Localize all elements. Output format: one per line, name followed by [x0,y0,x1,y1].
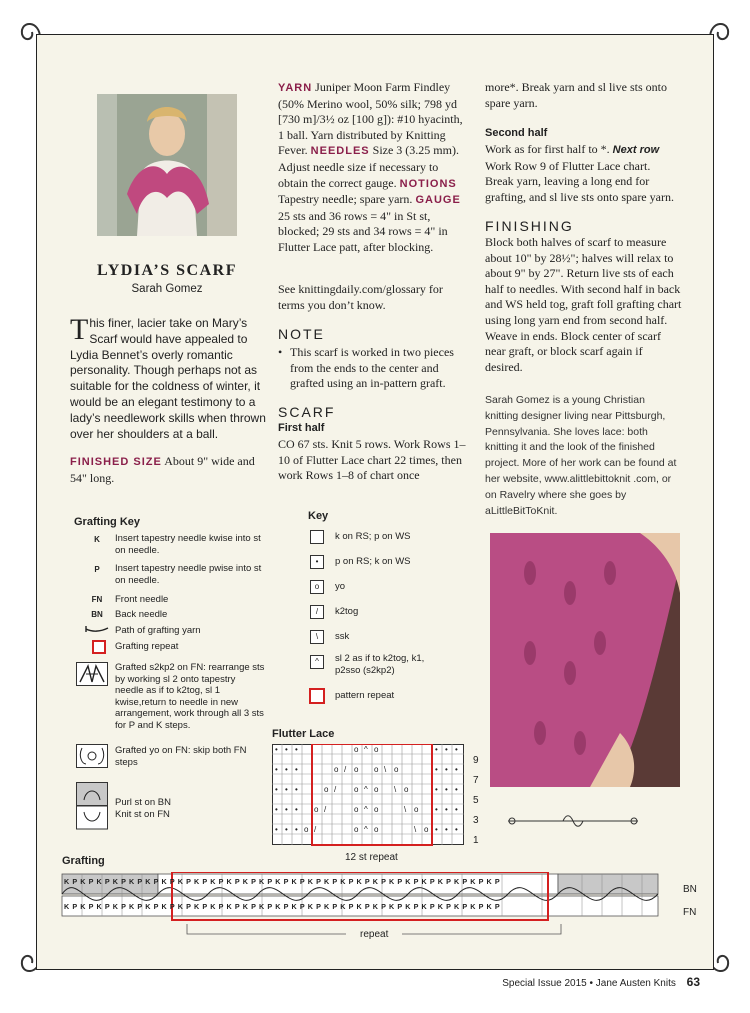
svg-text:•: • [445,785,448,794]
key-k2tog: k2tog [335,606,359,617]
svg-text:•: • [275,765,278,774]
key-s2kp2: sl 2 as if to k2tog, k1, p2sso (s2kp2) [335,653,425,676]
page-number: 63 [686,975,700,989]
svg-text:•: • [435,765,438,774]
grafting-key-repeat: Grafting repeat [115,641,179,652]
scarf-heading: SCARF [278,404,336,420]
svg-text:•: • [455,825,458,834]
finishing-heading: FINISHING [485,218,574,234]
svg-text:\: \ [414,825,417,834]
row-number-3: 3 [473,815,479,826]
p-symbol: P [94,565,100,574]
page-title: LYDIA’S SCARF [97,262,237,279]
key-knit-symbol [310,530,324,544]
svg-text:•: • [295,765,298,774]
grafting-key-purl [115,797,171,820]
svg-text:•: • [455,805,458,814]
key-k2tog-symbol: / [310,605,324,619]
divider-ornament [508,814,638,828]
grafting-key-p: Insert tapestry needle pwise into st on needle. [115,563,262,586]
svg-text:o: o [354,825,359,834]
key-purl: p on RS; k on WS [335,556,411,567]
k-symbol: K [94,535,100,544]
grafting-key-yo: Grafted yo on FN: skip both FN steps [115,745,247,768]
svg-text:•: • [295,825,298,834]
svg-text:•: • [445,745,448,754]
svg-text:o: o [424,825,429,834]
svg-text:•: • [285,785,288,794]
second-half-text-b: Work Row 9 of Flutter Lace chart. Break yarn, leaving a long end for grafting, and sl live sts onto spare yarn. [485,158,674,204]
footer-magazine: Jane Austen Knits [595,978,676,989]
yarn-text: Juniper Moon Farm Findley (50% Merino wool, 50% silk; 798 yd [730 m]/3½ oz [100 g]): #10 hyacinth, 1 ball. Yarn distributed by Knitting Fever. [278,80,463,158]
first-half-continued: more*. Break yarn and sl live sts onto spare yarn. [485,80,667,110]
note-bullet-text: This scarf is worked in two pieces from the ends to the center and grafted using an in-pattern graft. [290,345,454,391]
note-heading: NOTE [278,326,325,342]
finished-size [70,454,270,486]
svg-text:\: \ [394,785,397,794]
intro-paragraph [70,313,268,442]
model-photo [97,94,237,236]
second-half-text-a: Work as for first half to *. [485,142,610,156]
svg-text:•: • [285,805,288,814]
svg-text:\: \ [404,805,407,814]
row-number-5: 5 [473,795,479,806]
key-knit: k on RS; p on WS [335,531,411,542]
svg-text:o: o [374,745,379,754]
notions-label: NOTIONS [399,177,457,190]
intro-text: his finer, lacier take on Mary’s Scarf would have appealed to Lydia Bennet’s overly romantic personality. Though perhaps not as suitable for the coldness of winter, it would be an elegant testimony to a lady’s needlework skills when thrown over her shoulders at a ball. [70,316,266,441]
svg-text:^: ^ [364,785,368,794]
svg-text:/: / [324,805,327,814]
svg-text:•: • [445,805,448,814]
svg-text:o: o [304,825,309,834]
svg-text:•: • [445,825,448,834]
svg-text:•: • [285,745,288,754]
svg-text:•: • [435,805,438,814]
row-number-1: 1 [473,835,479,846]
svg-text:o: o [314,805,319,814]
svg-text:\: \ [384,765,387,774]
second-half-text [485,142,680,205]
grafting-title: Grafting [62,855,105,867]
svg-text:o: o [354,765,359,774]
designer-name: Sarah Gomez [131,283,203,295]
second-half-label: Second half [485,127,548,139]
gauge-label: GAUGE [415,194,461,207]
s2kp2-grafting-icon [76,662,108,686]
svg-text:o: o [374,825,379,834]
svg-text:o: o [324,785,329,794]
svg-text:•: • [295,805,298,814]
bn-label: BN [683,884,697,895]
materials-block [278,80,470,256]
key-ssk-symbol: \ [310,630,324,644]
key-ssk: ssk [335,631,350,642]
grafting-back-letters: K P K P K P K P K P K P K P K P K P K P K P K P K P K P K P K P K P K P K P K P K P K P K P K P K P K P K P [64,877,501,886]
needles-text: Size 3 (3.25 mm). Adjust needle size if necessary to obtain the correct gauge. [278,143,459,190]
purl-knit-icon [76,782,108,830]
yo-grafting-icon [76,744,108,768]
grafting-repeat-label: repeat [360,929,389,940]
gauge-text: 25 sts and 36 rows = 4" in St st, blocked; 29 sts and 34 rows = 4" in Flutter Lace patt, after blocking. [278,208,448,254]
fn-label: FN [683,907,697,918]
svg-text:o: o [374,785,379,794]
svg-text:o: o [404,785,409,794]
svg-text:•: • [275,805,278,814]
svg-text:•: • [295,745,298,754]
key-yo: yo [335,581,346,592]
svg-text:o: o [354,805,359,814]
svg-text:o: o [414,805,419,814]
svg-text:o: o [374,765,379,774]
yarn-path-icon [84,624,110,634]
svg-text:o: o [374,805,379,814]
key-repeat: pattern repeat [335,690,395,701]
grafting-key-title: Grafting Key [74,516,141,528]
grafting-front-letters: K P K P K P K P K P K P K P K P K P K P K P K P K P K P K P K P K P K P K P K P K P K P K P K P K P K P K P [64,902,501,911]
grafting-repeat-swatch [92,640,106,654]
flutter-lace-title: Flutter Lace [272,728,335,740]
svg-text:•: • [275,825,278,834]
scarf-photo [490,533,680,787]
yarn-label: YARN [278,82,313,94]
svg-text:•: • [435,825,438,834]
grafting-key-path: Path of grafting yarn [115,625,201,636]
svg-text:o: o [354,785,359,794]
row-number-7: 7 [473,775,479,786]
key-repeat-swatch [309,688,325,704]
svg-text:^: ^ [364,805,368,814]
footer: Special Issue 2015 • Jane Austen Knits 63 [502,975,700,989]
svg-text:•: • [285,825,288,834]
first-half-label: First half [278,422,325,434]
row-number-9: 9 [473,755,479,766]
svg-text:•: • [445,765,448,774]
notions-text: Tapestry needle; spare yarn. [278,192,413,207]
key-s2kp2-symbol: ^ [310,655,324,669]
designer-bio: Sarah Gomez is a young Christian knitting designer living near Pittsburgh, Pennsylvania. She loves lace: both knitting it and the look of the finished project. More of her work can be found at her website, www.alittlebittoknit .com, or on Ravelry where she goes by aLittleBitToKnit. [485,394,677,517]
knit-label: Knit st on FN [115,808,170,820]
grafting-key-s2kp2: Grafted s2kp2 on FN: rearrange sts by working sl 2 onto tapestry needle as if to k2tog, sl 1 kwise,return to needle in new arrangement, work through all 3 sts for P and K steps. [115,662,265,731]
flutter-lace-chart [272,744,464,846]
finished-size-text: About 9" wide and 54" long. [70,454,255,485]
svg-text:^: ^ [364,825,368,834]
svg-text:/: / [344,765,347,774]
grafting-key-fn: Front needle [115,594,169,605]
first-half-text: CO 67 sts. Knit 5 rows. Work Rows 1–10 of Flutter Lace chart 22 times, then work Rows 1–8 of chart once [278,437,466,483]
svg-text:•: • [455,765,458,774]
footer-issue: Special Issue 2015 [502,978,587,989]
grafting-key-bn: Back needle [115,609,168,620]
svg-text:•: • [455,745,458,754]
svg-text:•: • [285,765,288,774]
svg-text:o: o [354,745,359,754]
key-purl-symbol: • [310,555,324,569]
svg-text:•: • [295,785,298,794]
svg-text:^: ^ [364,745,368,754]
purl-label: Purl st on BN [115,797,171,808]
finished-size-label: FINISHED SIZE [70,456,162,468]
svg-text:•: • [455,785,458,794]
key-yo-symbol: o [310,580,324,594]
svg-text:•: • [275,785,278,794]
svg-text:•: • [435,785,438,794]
grafting-key-k: Insert tapestry needle kwise into st on needle. [115,533,261,556]
dropcap: T [70,313,89,346]
needles-label: NEEDLES [310,145,370,158]
key-title: Key [308,510,329,522]
svg-text:o: o [334,765,339,774]
note-bullet: • This scarf is worked in two pieces from the ends to the center and grafted using an in-pattern graft. [278,345,468,392]
glossary-note: See knittingdaily.com/glossary for terms you don’t know. [278,282,443,312]
svg-text:o: o [394,765,399,774]
fn-symbol: FN [91,595,103,604]
svg-text:•: • [275,745,278,754]
svg-text:/: / [334,785,337,794]
finishing-text: Block both halves of scarf to measure about 10" by 28½"; halves will relax to about 9" by 27". Return live sts of each half to needles. With second half in back and WS held tog, graft foll grafting chart using long yarn end from second half. Weave in ends. Block center of scarf near graft, or block scarf again if desired. [485,235,682,374]
svg-text:•: • [435,745,438,754]
svg-text:/: / [314,825,317,834]
next-row-label: Next row [612,144,660,156]
repeat-label: 12 st repeat [345,852,398,863]
bn-symbol: BN [91,610,103,619]
